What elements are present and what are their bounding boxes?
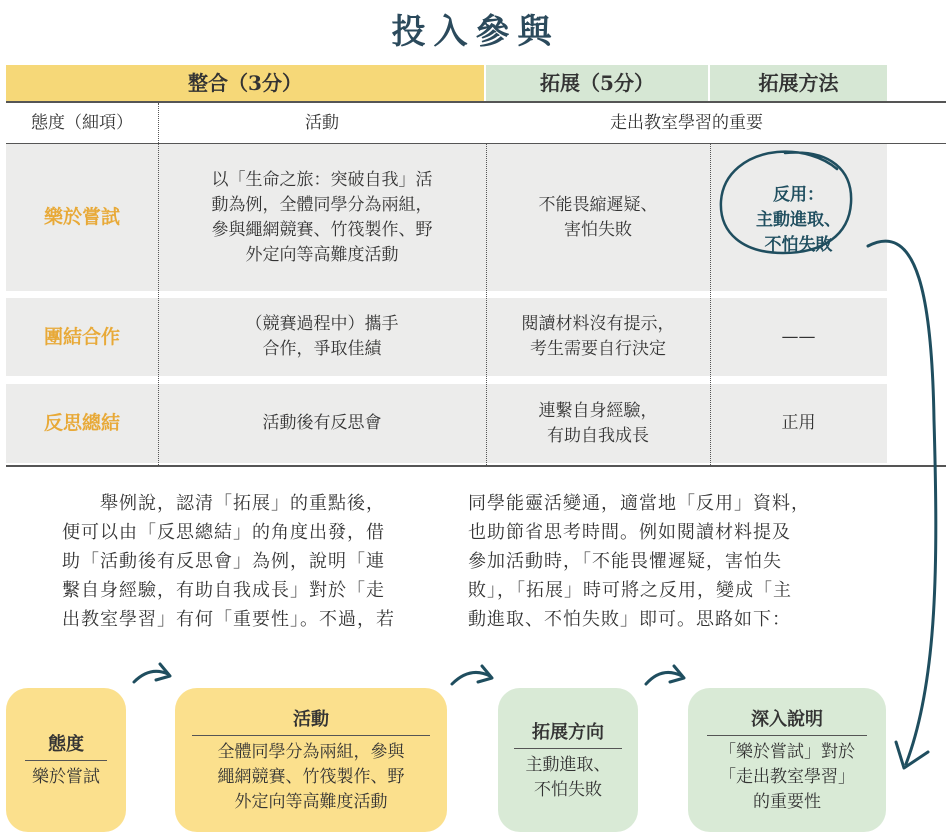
flow-body-line: 的重要性 xyxy=(753,792,821,812)
curved-arrow-icon xyxy=(646,666,684,684)
activity-line: （競賽過程中）攜手 xyxy=(245,314,399,334)
row-method-3: 正用 xyxy=(710,384,887,463)
flow-box-activity xyxy=(175,688,447,832)
activity-line: 動為例，全體同學分為兩組， xyxy=(211,194,433,215)
flow-box-attitude xyxy=(6,688,126,832)
flow-box-body: 樂於嘗試 xyxy=(32,767,100,787)
paragraph-line: 敗」，「拓展」時可將之反用，變成「主 xyxy=(468,580,792,601)
row-method-1 xyxy=(710,144,887,291)
paragraph-line: 動進取、不怕失敗」即可。思路如下： xyxy=(468,609,791,630)
flow-box-body xyxy=(719,736,855,815)
header-method: 拓展方法 xyxy=(710,65,887,101)
paragraph-right xyxy=(468,489,810,634)
paragraph-line: 助「活動後有反思會」為例，說明「連 xyxy=(62,551,385,572)
paragraph-line: 也助節省思考時間。例如閱讀材料提及 xyxy=(468,522,791,543)
flow-box-body xyxy=(526,749,611,803)
curved-arrow-icon xyxy=(134,664,170,682)
subheader-attitude: 態度（細項） xyxy=(31,112,133,133)
header-integrate: 整合（3分） xyxy=(6,65,484,101)
paragraph-line: 參加活動時，「不能畏懼遲疑，害怕失 xyxy=(468,551,782,572)
flow-box-title: 活動 xyxy=(293,709,329,730)
flow-box-title: 拓展方向 xyxy=(532,721,604,743)
row-attitude-1: 樂於嘗試 xyxy=(6,144,158,291)
row-activity-1 xyxy=(158,144,486,291)
row-attitude-2: 團結合作 xyxy=(6,298,158,376)
header-extend: 拓展（5分） xyxy=(486,65,708,101)
paragraph-line: 舉例說，認清「拓展」的重點後， xyxy=(62,493,385,514)
flow-body-line: 繩網競賽、竹筏製作、野 xyxy=(217,767,405,787)
extend-line: 有助自我成長 xyxy=(547,425,649,446)
method-line: 反用： xyxy=(773,185,824,205)
paragraph-line: 出教室學習」有何「重要性」。不過，若 xyxy=(62,609,395,630)
method-line: 主動進取、 xyxy=(756,210,841,230)
row-activity-2 xyxy=(158,298,486,376)
row-activity-3: 活動後有反思會 xyxy=(158,384,486,463)
flow-body-line: 「走出教室學習」 xyxy=(719,767,855,787)
paragraph-line: 繫自身經驗，有助自我成長」對於「走 xyxy=(62,580,385,601)
curved-arrow-icon xyxy=(452,666,492,684)
subheader-activity: 活動 xyxy=(305,112,339,133)
extend-line: 害怕失敗 xyxy=(564,219,632,240)
column-separator xyxy=(710,144,711,465)
activity-line: 外定向等高難度活動 xyxy=(245,244,399,265)
flow-box-title: 深入說明 xyxy=(751,709,823,730)
flow-body-line: 「樂於嘗試」對於 xyxy=(719,742,855,762)
extend-line: 不能畏縮遲疑、 xyxy=(538,194,658,215)
subheader-importance: 走出教室學習的重要 xyxy=(610,112,763,133)
flow-box-title: 態度 xyxy=(48,734,84,755)
flow-body-line: 外定向等高難度活動 xyxy=(234,792,388,812)
flow-body-line: 全體同學分為兩組，參與 xyxy=(217,742,405,762)
flow-body-line: 不怕失敗 xyxy=(534,779,602,800)
extend-line: 連繫自身經驗， xyxy=(538,400,658,421)
analysis-table xyxy=(6,65,946,467)
flow-body-line: 主動進取、 xyxy=(525,754,611,775)
flow-box-body xyxy=(218,736,405,815)
row-attitude-3: 反思總結 xyxy=(6,384,158,463)
row-method-2: —— xyxy=(710,298,887,376)
activity-line: 合作，爭取佳績 xyxy=(262,339,382,359)
paragraph-left xyxy=(62,489,395,634)
page-title: 投入參與 xyxy=(391,12,560,52)
column-separator xyxy=(158,103,159,465)
row-extend-2 xyxy=(486,298,710,376)
extend-line: 考生需要自行決定 xyxy=(530,339,666,359)
flow-box-explanation xyxy=(688,688,886,832)
activity-line: 以「生命之旅：突破自我」活 xyxy=(211,169,433,190)
extend-line: 閱讀材料沒有提示， xyxy=(521,314,675,334)
flow-box-direction xyxy=(498,688,638,832)
table-bottom-rule xyxy=(6,465,946,467)
row-extend-1 xyxy=(486,144,710,291)
activity-line: 參與繩網競賽、竹筏製作、野 xyxy=(211,219,433,240)
paragraph-line: 同學能靈活變通，適當地「反用」資料， xyxy=(468,493,810,514)
row-extend-3 xyxy=(486,384,710,463)
method-line: 不怕失敗 xyxy=(764,235,833,255)
column-separator xyxy=(486,144,487,465)
paragraph-line: 便可以由「反思總結」的角度出發，借 xyxy=(62,522,385,543)
